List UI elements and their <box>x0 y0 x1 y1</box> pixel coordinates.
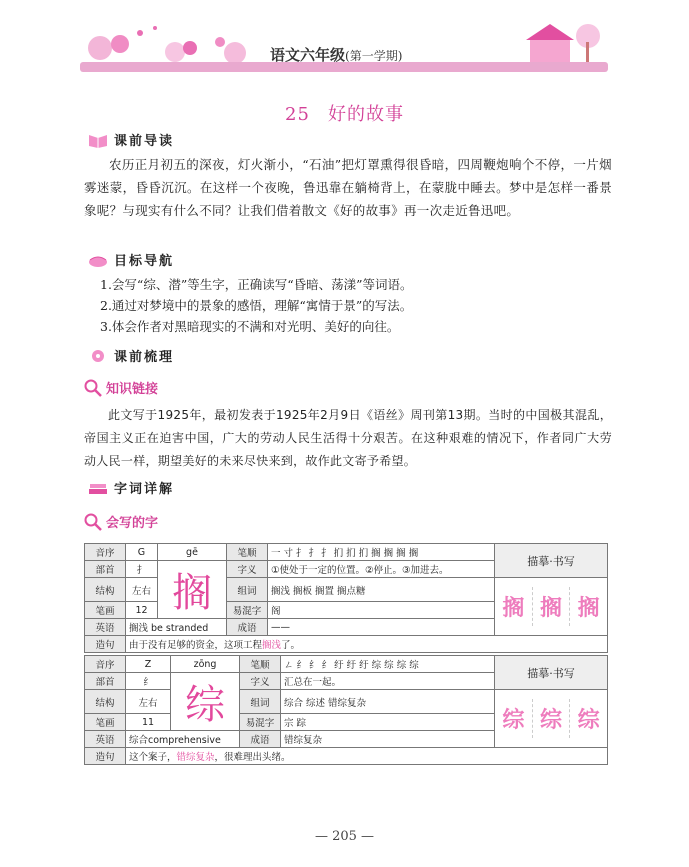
book-icon <box>88 132 108 148</box>
practice-cells: 综 综 综 <box>495 690 608 748</box>
page-number: — 205 — <box>314 829 375 844</box>
lesson-title <box>0 100 689 126</box>
section-intro-heading: 课前导读 <box>88 130 174 149</box>
lesson-name: 好的故事 <box>327 104 404 125</box>
practice-cells: 搁 搁 搁 <box>495 578 608 636</box>
intro-paragraph: 农历正月初五的深夜，灯火渐小，“石油”把灯罩熏得很昏暗，四周鞭炮响个不停，一片烟雾迷蒙，昏昏沉沉。在这样一个夜晚，鲁迅靠在躺椅背上，在蒙胧中睡去。梦中是怎样一番景象呢？与现实有什么不同？让我们借着散文《好的故事》再一次走近鲁迅吧。 <box>84 157 612 218</box>
section-review-heading: 课前梳理 <box>88 346 174 365</box>
lesson-number: 25 <box>285 104 310 125</box>
goal-item: 2.通过对梦境中的景象的感悟，理解“寓情于景”的写法。 <box>100 298 413 313</box>
header-house-decoration <box>510 18 610 66</box>
open-book-icon <box>88 252 108 268</box>
magnifier-icon <box>84 513 102 531</box>
books-stack-icon <box>88 480 108 496</box>
header-flower-decoration <box>80 18 260 68</box>
book-title: 语文六年级 <box>270 46 346 64</box>
knowledge-paragraph: 此文写于1925年，最初发表于1925年2月9日《语丝》周刊第13期。当时的中国极其混乱，帝国主义正在迫害中国，广大的劳动人民生活得十分艰苦。在这种艰难的情况下，作者同广大劳动人民一样，期望美好的未来尽快来到，故作此文寄予希望。 <box>84 408 612 468</box>
big-char: 综 <box>171 673 240 731</box>
header-title <box>270 44 402 65</box>
char-table-zong: 音序 Z zōng 笔顺 ㄥ 纟 纟 纟 纡 纡 纡 综 综 综 综 描摹·书写 部首 纟 综 字义 汇总在一起。 结构 左右 组词 综合 综述 错综复杂 综 综 综 笔画 11 易混字 宗 踪 英语 综合comprehensive 成语 错综复杂 造句 这个案子，错综复杂，很难理出头绪。 <box>84 655 608 765</box>
write-heading: 会写的字 <box>84 512 158 531</box>
flower-icon <box>88 348 108 364</box>
goal-item: 1.会写“综、潜”等生字，正确读写“昏暗、荡漾”等词语。 <box>100 277 413 292</box>
section-goals-heading: 目标导航 <box>88 250 174 269</box>
book-subtitle: (第一学期) <box>345 49 403 63</box>
goal-item: 3.体会作者对黑暗现实的不满和对光明、美好的向往。 <box>100 319 400 334</box>
example-sentence: 这个案子，错综复杂，很难理出头绪。 <box>126 748 608 765</box>
goals-list <box>100 274 413 337</box>
section-words-heading: 字词详解 <box>88 478 174 497</box>
magnifier-icon <box>84 379 102 397</box>
knowledge-heading: 知识链接 <box>84 378 158 397</box>
char-table-ge: 音序 G gē 笔顺 一 寸 扌 扌 扌 扪 扪 扪 搁 搁 搁 搁 描摹·书写 部首 扌 搁 字义 ①使处于一定的位置。②停止。③加进去。 结构 左右 组词 搁浅 搁板 搁置 搁点糖 搁 搁 搁 笔画 12 易混字 阁 英语 搁浅 be stranded 成语 —— 造句 由于没有足够的资金，这项工程搁浅了。 <box>84 543 608 653</box>
example-sentence: 由于没有足够的资金，这项工程搁浅了。 <box>126 636 608 653</box>
big-char: 搁 <box>157 561 226 619</box>
